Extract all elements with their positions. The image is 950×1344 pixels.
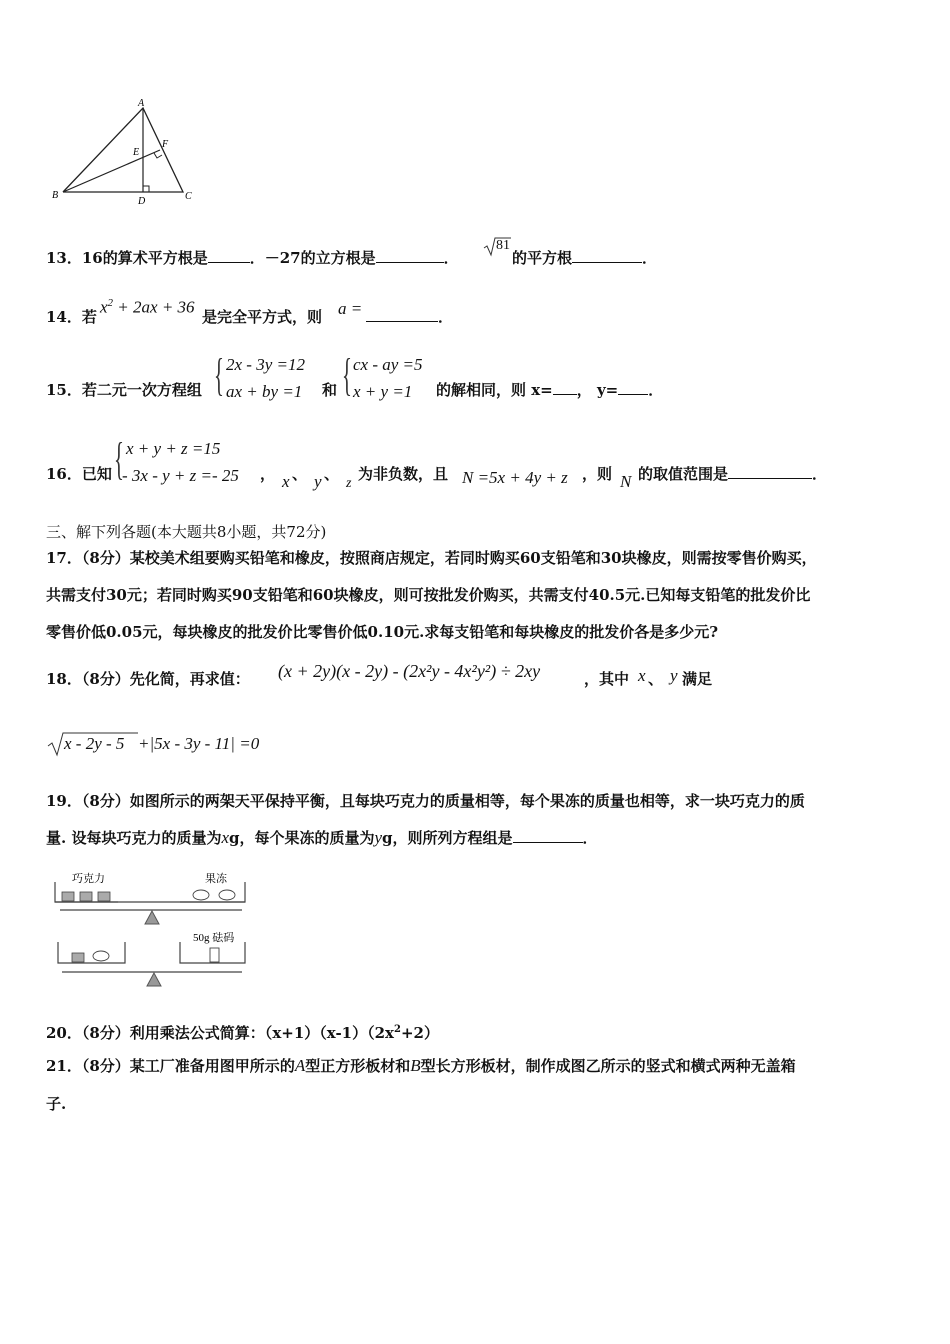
q15-sys1-l2: ax + by =1 <box>226 382 303 401</box>
q15-blank-y <box>618 380 648 395</box>
q19-x: x <box>221 828 229 847</box>
q16-sys-l2: - 3x - y + z =- 25 <box>122 466 239 485</box>
label-f: F <box>162 139 169 150</box>
q15-tail: 的解相同，则 x= ， y= ． <box>436 381 664 399</box>
q17-line-2: 共需支付30元；若同时购买90支铅笔和60块橡皮，则可按批发价购买，共需支付40.5元.已知每支铅笔的批发价比 <box>46 586 811 604</box>
jelly-3 <box>93 951 109 961</box>
label-e: E <box>133 147 140 158</box>
q19-line-2: 量. 设每块巧克力的质量为xg，每个果冻的质量为yg，则所列方程组是 ． <box>46 828 598 847</box>
q21-b: B <box>410 1056 421 1075</box>
q13-text-2: ．－27的立方根是 <box>249 249 376 267</box>
q19-blank <box>513 828 583 843</box>
q17-line-1: 17．（8分）某校美术组要购买铅笔和橡皮，按照商店规定，若同时购买60支铅笔和30块橡皮，则需按零售价购买， <box>46 549 817 567</box>
q16-sep1: 、 <box>292 465 308 483</box>
q13-text-4: 的平方根 <box>512 249 573 267</box>
q18-x: x <box>638 666 646 685</box>
q16-z: z <box>346 476 352 491</box>
q16-comma: ， <box>260 465 276 483</box>
label-a: A <box>138 98 145 109</box>
q16-blank <box>728 464 812 479</box>
triangle-abc <box>63 108 183 192</box>
q18-cond-abs: +|5x - 3y - 11| =0 <box>138 734 260 753</box>
q15-sys1-l1: 2x - 3y =12 <box>226 355 305 374</box>
balance-top <box>55 871 245 924</box>
q13-text-5: ． <box>642 249 658 267</box>
q13-blank-1 <box>208 248 250 263</box>
question-15: 15．若二元一次方程组 <box>46 381 202 399</box>
q16-n: N <box>620 472 632 491</box>
q21-line-1: 21．（8分）某工厂准备用图甲所示的A型正方形板材和B型长方形板材，制作成图乙所示的竖式和横式两种无盖箱 <box>46 1056 796 1075</box>
q14-blank <box>366 307 438 322</box>
q13-number: 13． <box>46 249 82 267</box>
q14-text: 是完全平方式，则 <box>202 308 323 326</box>
question-13 <box>46 248 459 268</box>
q18-y: y <box>670 666 678 685</box>
chocolate-2 <box>80 892 92 901</box>
jelly-1 <box>193 890 209 900</box>
q16-n-eq: N =5x + 4y + z <box>462 468 568 487</box>
q13-blank-3 <box>572 248 642 263</box>
q18-sep: 、 <box>648 670 664 688</box>
q18-number: 18．（8分）先化简，再求值： <box>46 670 250 688</box>
q16-text-1: 为非负数，且 <box>358 465 449 483</box>
q13-blank-2 <box>376 248 444 263</box>
question-13-tail <box>512 248 657 268</box>
q15-sys2-l2: x + y =1 <box>353 382 413 401</box>
q16-sep2: 、 <box>324 465 340 483</box>
q13-text-3: ． <box>443 249 459 267</box>
label-b: B <box>52 190 59 201</box>
jelly-label: 果冻 <box>205 873 227 885</box>
q16-text-3: 的取值范围是 ． <box>638 465 828 483</box>
q14-blank-end: ． <box>366 307 453 327</box>
balance-bottom <box>58 930 245 986</box>
triangle-figure <box>48 95 198 207</box>
q16-brace: { <box>114 433 124 484</box>
q16-text-2: ，则 <box>582 465 613 483</box>
q16-x: x <box>282 472 290 491</box>
q15-and: 和 <box>322 381 338 399</box>
balance-figure <box>50 868 260 990</box>
question-16: 16．已知 <box>46 465 112 483</box>
question-20: 20．（8分）利用乘法公式简算：$(x+1)(x-1)(2x^2+2)$ <box>46 1024 439 1042</box>
q15-sys2-l1: cx - ay =5 <box>353 355 423 374</box>
jelly-2 <box>219 890 235 900</box>
label-c: C <box>185 191 192 202</box>
q15-brace-1: { <box>214 349 224 400</box>
q16-sys-l1: x + y + z =15 <box>126 439 221 458</box>
q21-line-2: 子. <box>46 1095 67 1113</box>
section-3-heading: 三、解下列各题(本大题共8小题，共72分) <box>46 523 327 541</box>
q21-a: A <box>294 1056 306 1075</box>
label-d: D <box>138 196 146 207</box>
q18-text-1: ，其中 <box>584 670 630 688</box>
q17-line-3: 零售价低0.05元，每块橡皮的批发价比零售价低0.10元.求每支铅笔和每块橡皮的批发价各是多少元? <box>46 623 719 641</box>
weight-50g <box>210 948 219 962</box>
q18-expression: (x + 2y)(x - 2y) - (2x²y - 4x²y²) ÷ 2xy <box>278 661 541 681</box>
q19-line-1: 19．（8分）如图所示的两架天平保持平衡，且每块巧克力的质量相等，每个果冻的质量也相等，求一块巧克力的质 <box>46 792 805 810</box>
q15-brace-2: { <box>342 349 352 400</box>
right-angle-d <box>143 186 149 192</box>
weight-label: 50g 砝码 <box>193 932 235 944</box>
right-angle-f <box>154 153 162 158</box>
q18-condition <box>46 730 306 758</box>
q13-radicand: 81 <box>496 238 510 253</box>
q13-sqrt-81 <box>483 236 511 262</box>
chocolate-3 <box>98 892 110 901</box>
question-14 <box>46 307 97 327</box>
q16-y: y <box>314 472 322 491</box>
q14-number: 14．若 <box>46 308 97 326</box>
chocolate-4 <box>72 953 84 962</box>
q14-expression: $x^2 + 2ax + 36$ <box>100 297 195 317</box>
q18-text-2: 满足 <box>682 670 713 688</box>
chocolate-label: 巧克力 <box>72 873 105 885</box>
q15-blank-x <box>553 380 577 395</box>
q14-a-eq: a = <box>338 299 363 318</box>
q19-y: y <box>374 828 383 847</box>
chocolate-1 <box>62 892 74 901</box>
q18-cond-sqrt: x - 2y - 5 <box>64 734 125 753</box>
q13-text-1: 16的算术平方根是 <box>81 249 208 267</box>
